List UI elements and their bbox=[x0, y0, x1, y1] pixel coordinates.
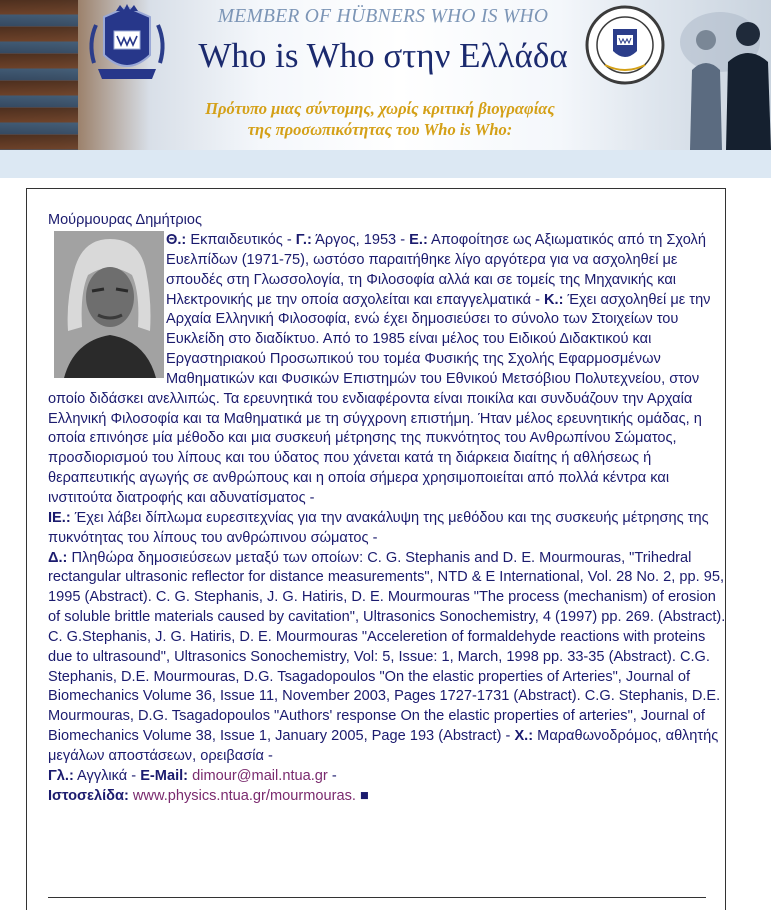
biography-text bbox=[48, 231, 728, 806]
birth-value: Άργος, 1953 - bbox=[311, 232, 410, 248]
tagline-line-1: Πρότυπο μιας σύντομης, χωρίς κριτική βιογραφίας bbox=[205, 99, 555, 118]
education-label: Ε.: bbox=[409, 232, 428, 248]
tagline bbox=[160, 98, 600, 140]
career-label: Κ.: bbox=[544, 291, 564, 308]
education-value: Αποφοίτησε ως Αξιωματικός από τη Σχολή Ευελπίδων (1971-75), ωστόσο παραιτήθηκε λίγο αργότερα για να ασχοληθεί με σπουδές στη Γλωσσολογία, τη Φιλοσοφία αλλά και σε τομείς της Μηχανικής και Ηλεκτρονικής με την οποία ασχολείται και επαγγελματικά - bbox=[166, 232, 706, 308]
website-link[interactable]: www.physics.ntua.gr/mourmouras. bbox=[132, 787, 356, 804]
website-label: Ιστοσελίδα: bbox=[48, 787, 129, 804]
header-banner bbox=[0, 0, 771, 150]
occupation-label: Θ.: bbox=[166, 232, 187, 248]
header-separator-band bbox=[0, 150, 771, 178]
email-label: E-Mail: bbox=[140, 767, 189, 784]
email-separator: - bbox=[327, 767, 337, 784]
site-title: Who is Who στην Ελλάδα bbox=[198, 36, 568, 75]
publications-label: Δ.: bbox=[48, 549, 68, 566]
who-is-who-world-society-seal-icon bbox=[583, 3, 667, 87]
distinctions-label: ΙΕ.: bbox=[48, 509, 71, 526]
profile-name: Μούρμουρας Δημήτριος bbox=[48, 212, 202, 228]
career-value: Έχει ασχοληθεί με την Αρχαία Ελληνική Φιλοσοφία, ενώ έχει δημοσιεύσει το σύνολο των Στοιχείων του Ευκλείδη στο διαδίκτυο. Από το 1985 είναι μέλος του Ειδικού Διδακτικού και Εργαστηριακού Προσωπικού του τομέα Φυσικής της Σχολής Εφαρμοσμένων Μαθηματικών και Φυσικών Επιστημών του Εθνικού Μετσόβιου Πολυτεχνείου, στον οποίο διδάσκει ανελλιπώς. Τα ερευνητικά του ενδιαφέροντα είναι ποικίλα και συνδυάζουν την Αρχαία Ελληνική Φιλοσοφία και τα Μαθηματικά με τη σύγχρονη επιστήμη. Ήταν μέλος ερευνητικής ομάδας, η οποία επινόησε μία μέθοδο και μια συσκευή μέτρησης της πυκνότητος του Ανθρωπίνου Σώματος, προσδιορισμού του λίπους και του ύδατος που χάνεται κατά τη διάρκεια διαίτης ή αθλήσεως ή θεραπευτικής αγωγής σε ανθρώπους και η οποία σήμερα χρησιμοποιείται από πολλά κέντρα και ινστιτούτα διατροφής και αδυνατίσματος - bbox=[48, 291, 711, 506]
hobbies-value: Μαραθωνοδρόμος, αθλητής μεγάλων αποστάσεων, ορειβασία - bbox=[48, 728, 719, 764]
publications-value: Πληθώρα δημοσιεύσεων μεταξύ των οποίων: C. G. Stephanis and D. E. Mourmouras, "Trihedral rectangular ultrasonic reflector for distance measurements", NTD & E International, Vol. 28 No. 2, pp. 95, 1995 (Abstract). C. G. Stephanis, J. G. Hatiris, D. E. Mourmouras "The process (mechanism) of erosion of soluble brittle materials caused by cavitation", Ultrasonics Sonochemistry, 4 (1997) pp. 269. (Abstract). C. G.Stephanis, J. G. Hatiris, D. E. Mourmouras "Acceleretion of formaldehyde reactions with proteins due to ultrasound", Ultrasonics Sonochemistry, Vol: 5, Issue: 1, March, 1998 pp. 33-35 (Abstract). C.G. Stephanis, D.E. Mourmouras, D.G. Tsagadopoulos "On the elastic properties of Arteries", Journal of Biomechanics Volume 36, Issue 11, November 2003, Pages 1727-1731 (Abstract). C.G. Stephanis, D.E. Mourmouras, D.G. Tsagadopoulos "Authors' response On the elastic properties of arteries", Journal of Biomechanics Volume 38, Issue 1, January 2005, Page 193 (Abstract) - bbox=[48, 549, 726, 745]
photo-spacer bbox=[48, 231, 166, 381]
email-link[interactable]: dimour@mail.ntua.gr bbox=[192, 767, 328, 784]
end-square-icon: ■ bbox=[360, 787, 369, 804]
occupation-value: Εκπαιδευτικός - bbox=[186, 232, 296, 248]
bottom-divider bbox=[48, 897, 706, 898]
member-of-hubners-text: MEMBER OF HÜBNERS WHO IS WHO bbox=[217, 6, 549, 27]
languages-value: Αγγλικά - bbox=[73, 767, 141, 784]
tagline-line-2: της προσωπικότητας του Who is Who: bbox=[247, 120, 513, 139]
languages-label: Γλ.: bbox=[48, 767, 74, 784]
birth-label: Γ.: bbox=[295, 232, 312, 248]
business-people-image bbox=[668, 0, 771, 150]
who-is-who-crest-icon bbox=[84, 3, 170, 87]
hobbies-label: Χ.: bbox=[514, 728, 534, 745]
bookshelf-image bbox=[0, 0, 78, 150]
distinctions-value: Έχει λάβει δίπλωμα ευρεσιτεχνίας για την ανακάλυψη της μεθόδου και της συσκευής μέτρησης της πυκνότητας του λίπους του ανθρώπινου σώματος - bbox=[48, 509, 709, 546]
